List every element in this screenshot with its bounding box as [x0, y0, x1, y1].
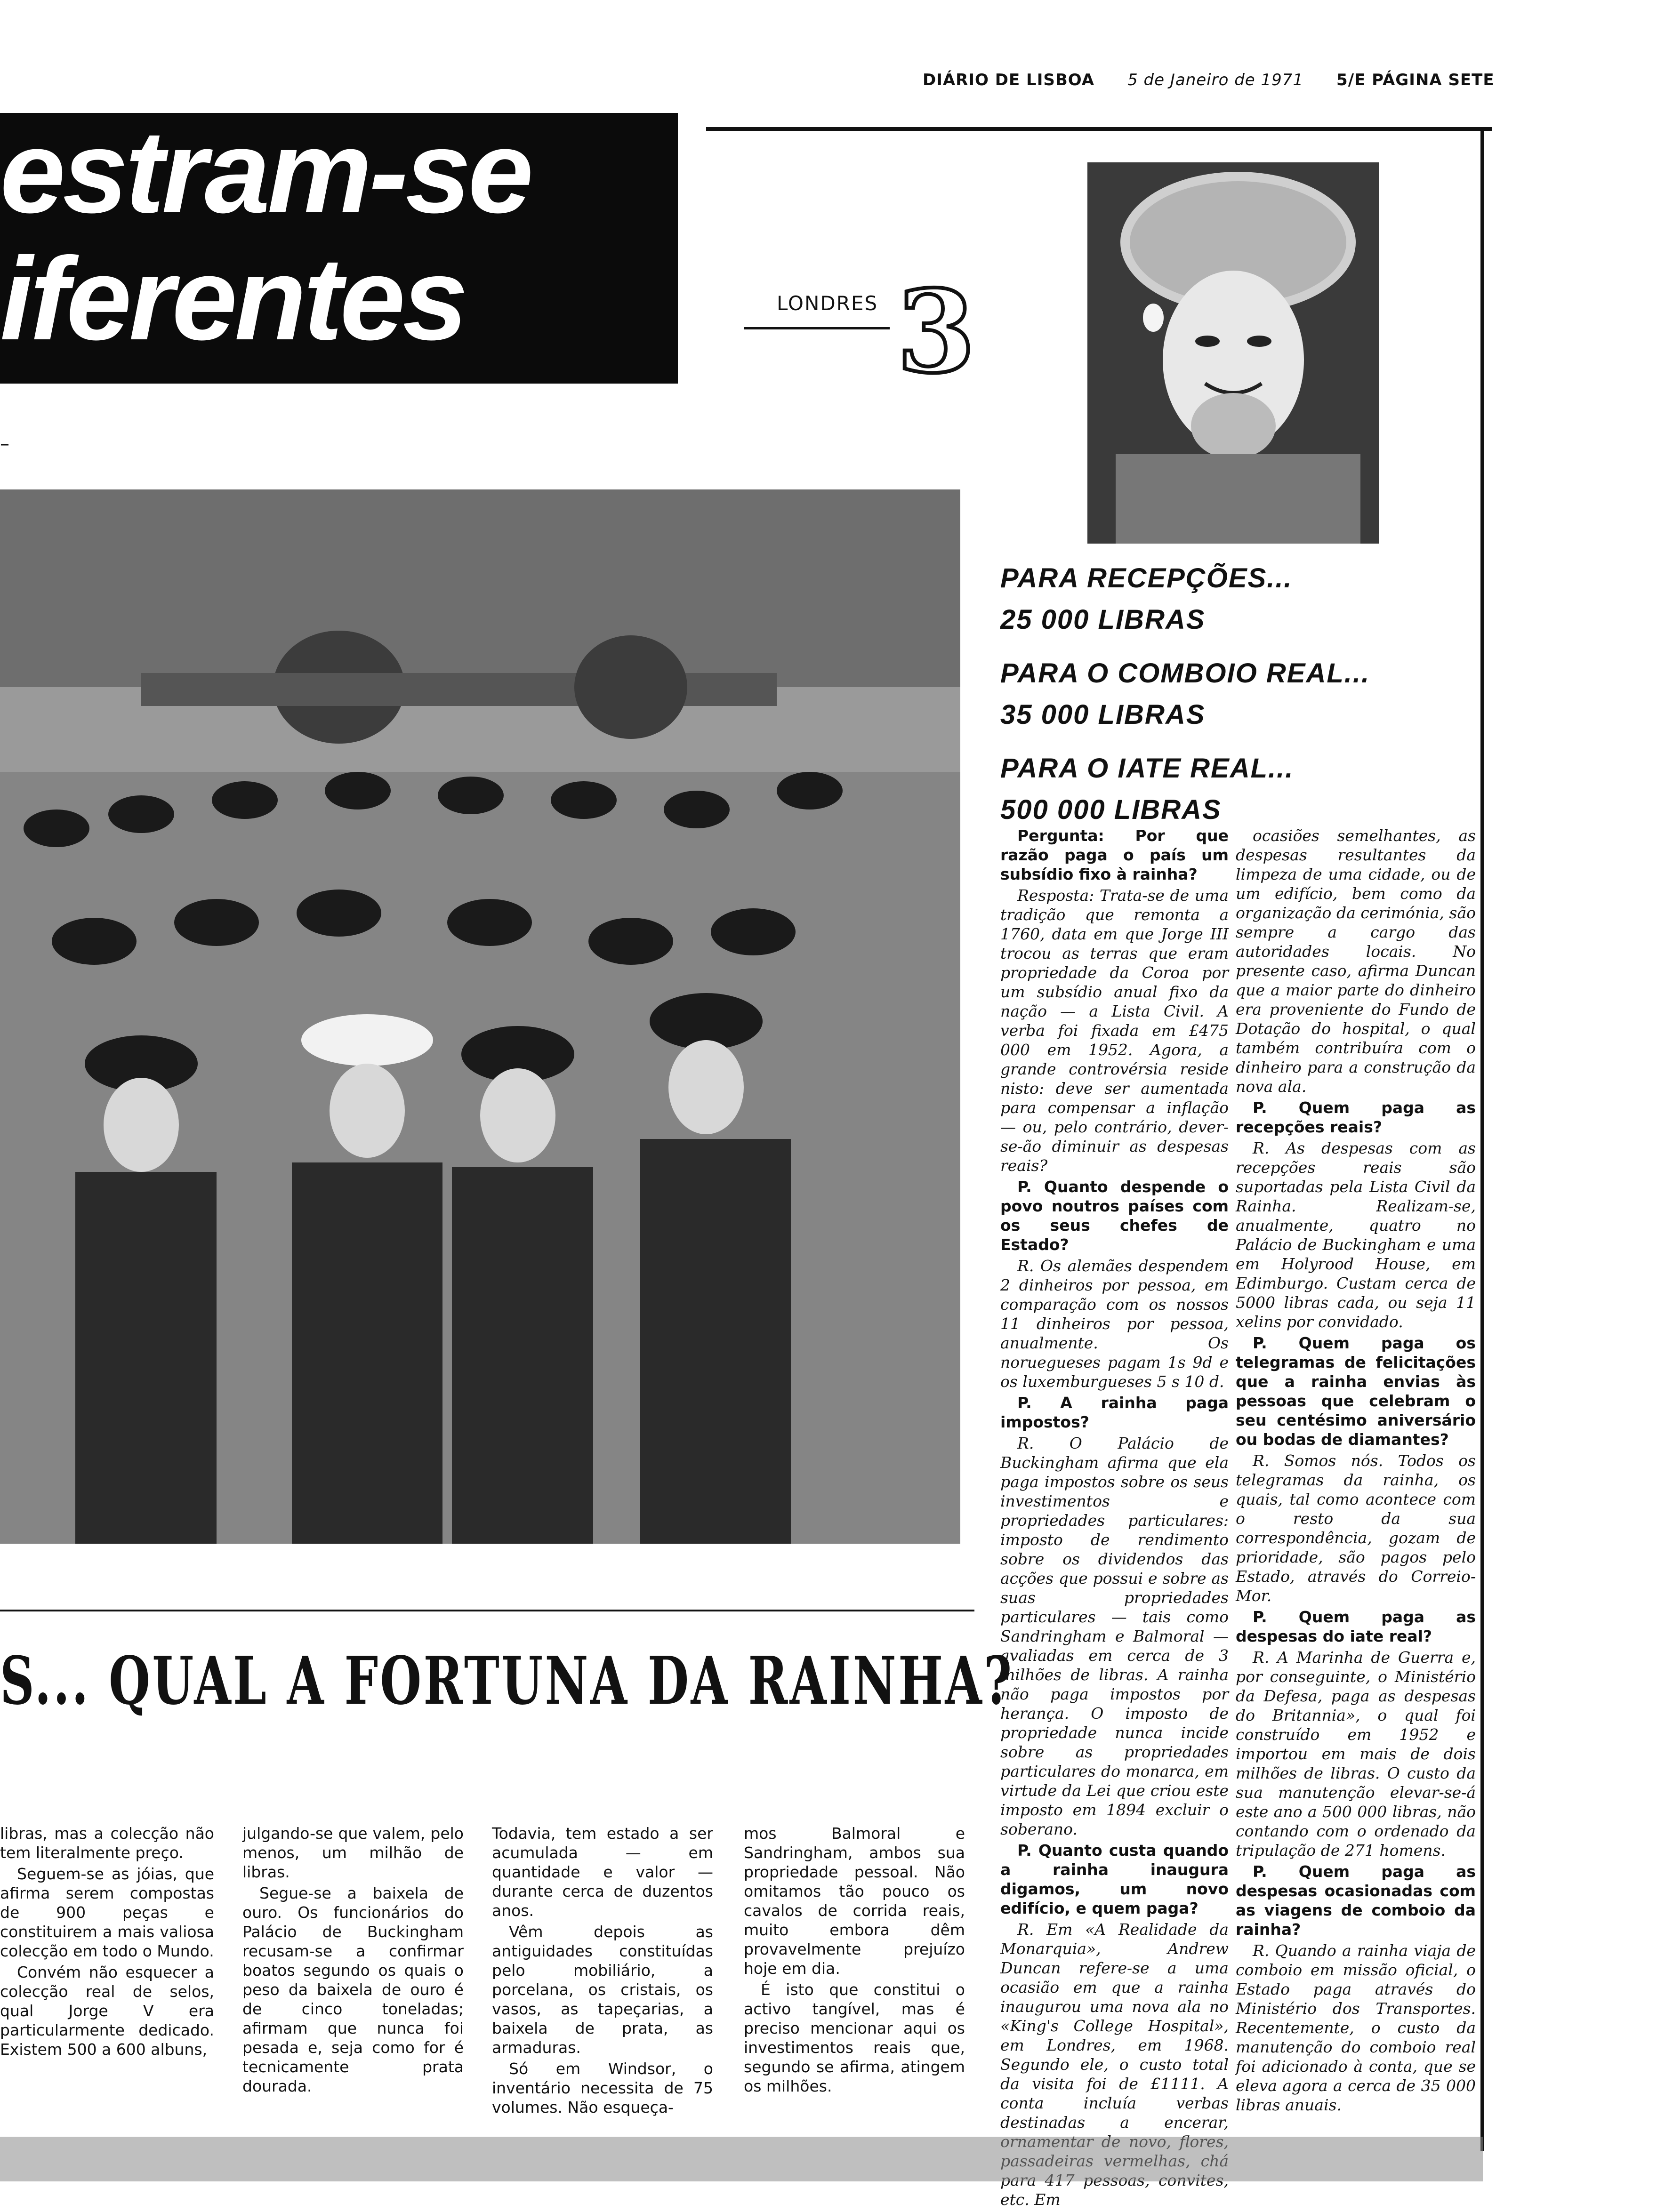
marker-dash: – [0, 433, 9, 455]
scan-bottom-edge [0, 2137, 1483, 2181]
bottom-column-3 [492, 1824, 713, 2116]
answer-paragraph: R. Quando a rainha viaja de comboio em missão oficial, o Estado paga através do Ministério dos Transportes. Recentemente, o custo da manutenção do comboio real foi adicionado à conta, que se eleva agora a cerca de 35 000 libras anuais. [1236, 1941, 1476, 2114]
answer-paragraph: R. A Marinha de Guerra e, por conseguinte, o Ministério da Defesa, paga as despesas do Britannia», o qual foi construído em 1952 e importou em mais de dois milhões de libras. O custo da sua manutenção elevar-se-á este ano a 500 000 libras, não contando com o ordenado da tripulação de 271 homens. [1236, 1648, 1476, 1859]
pull-quote-line: 35 000 LIBRAS [1000, 699, 1206, 730]
issue-date: 5 de Janeiro de 1971 [1127, 71, 1304, 89]
body-paragraph: Seguem-se as jóias, que afirma serem compostas de 900 peças e constituirem a mais valiosa colecção em todo o Mundo. [0, 1865, 214, 1960]
article-headline: S... QUAL A FORTUNA DA RAINHA? [0, 1643, 1014, 1720]
answer-paragraph: ocasiões semelhantes, as despesas resultantes da limpeza de uma cidade, ou de um edifício, bem como da organização da cerimónia, são sempre a cargo das autoridades locais. No presente caso, afirma Duncan que a maior parte do dinheiro era proveniente do Fundo de Dotação do hospital, o qual também contribuíra com o dinheiro para a construção da nova ala. [1236, 826, 1476, 1096]
body-paragraph: julgando-se que valem, pelo menos, um milhão de libras. [242, 1824, 464, 1881]
answer-paragraph: R. O Palácio de Buckingham afirma que ela paga impostos sobre os seus investimentos e propriedades particulares: imposto de rendimento sobre os dividendos das acções que possui e sobre as suas propriedades particulares — tais como Sandringham e Balmoral — avaliadas em cerca de 3 milhões de libras. A rainha não paga impostos por herança. O imposto de propriedade nunca incide sobre as propriedades particulares do monarca, em virtude da Lei que criou este imposto em 1894 excluir o soberano. [1000, 1434, 1229, 1838]
question-paragraph: Pergunta: Por que razão paga o país um subsídio fixo à rainha? [1000, 826, 1229, 883]
banner-line-1: estram-se [0, 106, 531, 237]
answer-paragraph: R. Em «A Realidade da Monarquia», Andrew Duncan refere-se a uma ocasião em que a rainha inaugurou uma nova ala no «King's College Hospital», em Londres, em 1968. Segundo ele, o custo total da visita foi de £1111. A conta incluía verbas destinadas a encerar, etc. Em [1000, 1920, 1229, 2209]
qa-column-1 [1000, 826, 1229, 2209]
body-paragraph: É isto que constitui o activo tangível, mas é preciso mencionar aqui os investimentos reais que, segundo se afirma, atingem os milhões. [744, 1980, 965, 2095]
body-paragraph: Vêm depois as antiguidades constituídas pelo mobiliário, a porcelana, os cristais, os vasos, as tapeçarias, a baixela de prata, as armaduras. [492, 1923, 713, 2057]
body-paragraph: mos Balmoral e Sandringham, ambos sua propriedade pessoal. Não omitamos tão pouco os cavalos de corrida reais, muito embora dêm provavelmente prejuízo hoje em dia. [744, 1824, 965, 1978]
answer-paragraph: R. Somos nós. Todos os telegramas da rainha, os quais, tal como acontece com o resto da sua correspondência, gozam de prioridade, são pagos pelo Estado, através do Correio-Mor. [1236, 1451, 1476, 1605]
body-paragraph: Todavia, tem estado a ser acumulada — em quantidade e valor — durante cerca de duzentos anos. [492, 1824, 713, 1920]
banner-line-2: iferentes [0, 233, 466, 364]
dateline-city: LONDRES [777, 292, 878, 315]
pull-quote-line: PARA O COMBOIO REAL... [1000, 658, 1370, 689]
series-number: 3 [897, 265, 975, 398]
pull-quote-line: PARA RECEPÇÕES... [1000, 563, 1293, 593]
question-paragraph: P. Quem paga as despesas ocasionadas com as viagens de comboio da rainha? [1236, 1862, 1476, 1939]
photo-illustration [0, 489, 960, 1544]
question-paragraph: P. Quanto custa quando a rainha inaugura digamos, um novo edifício, e quem paga? [1000, 1841, 1229, 1917]
banner-headline [0, 106, 678, 384]
answer-paragraph: R. As despesas com as recepções reais são suportadas pela Lista Civil da Rainha. Realizam-se, anualmente, quatro no Palácio de Buckingham e uma em Holyrood House, em Edimburgo. Custam cerca de 5000 libras cada, ou seja 11 xelins por convidado. [1236, 1139, 1476, 1331]
answer-paragraph: R. Os alemães despendem 2 dinheiros por pessoa, em comparação com os nossos 11 dinheiros por pessoa, anualmente. Os noruegueses pagam 1s 9d e os luxemburgueses 5 s 10 d. [1000, 1257, 1229, 1391]
answer-paragraph: Resposta: Trata-se de uma tradição que remonta a 1760, data em que Jorge III trocou as terras que eram propriedade da Coroa por um subsídio anual fixo da nação — a Lista Civil. A verba foi fixada em £475 000 em 1952. Agora, a grande controvérsia reside nisto: deve ser aumentada para compensar a inflação — ou, pelo contrário, dever-se-ão diminuir as despesas reais? [1000, 886, 1229, 1175]
qa-column-2 [1236, 826, 1476, 2116]
question-paragraph: P. Quem paga as despesas do iate real? [1236, 1608, 1476, 1645]
question-paragraph: P. Quem paga os telegramas de felicitações que a rainha envias às pessoas que celebram o seu centésimo aniversário ou bodas de diamantes? [1236, 1334, 1476, 1449]
body-paragraph: libras, mas a colecção não tem literalmente preço. [0, 1824, 214, 1862]
dateline-rule [744, 327, 890, 329]
portrait-illustration [1087, 162, 1379, 544]
page-label: 5/E PÁGINA SETE [1336, 71, 1495, 89]
newspaper-name: DIÁRIO DE LISBOA [923, 71, 1095, 89]
bottom-column-1 [0, 1824, 214, 2106]
frame-right-rule [1480, 127, 1484, 2151]
airmen-group-photo [0, 489, 960, 1544]
question-paragraph: P. Quanto despende o povo noutros países com os seus chefes de Estado? [1000, 1178, 1229, 1254]
bottom-column-2 [242, 1824, 464, 2106]
body-paragraph: Segue-se a baixela de ouro. Os funcionários do Palácio de Buckingham recusam-se a confirmar boatos segundo os quais o peso da baixela de ouro é de cinco toneladas; afirmam que nunca foi pesada e, seja como for é tecnicamente prata dourada. [242, 1884, 464, 2095]
pull-quote-line: 25 000 LIBRAS [1000, 604, 1206, 635]
question-paragraph: P. A rainha paga impostos? [1000, 1394, 1229, 1431]
body-paragraph: Só em Windsor, o inventário necessita de 75 volumes. Não esqueça- [492, 2060, 713, 2116]
pull-quote [1000, 558, 1370, 831]
body-paragraph: Convém não esquecer a colecção real de selos, qual Jorge V era particularmente dedicado. Existem 500 a 600 albuns, [0, 1963, 214, 2059]
bottom-column-4 [744, 1824, 965, 2106]
headline-rule [0, 1610, 974, 1611]
queen-portrait-photo [1087, 162, 1379, 544]
pull-quote-line: 500 000 LIBRAS [1000, 794, 1222, 825]
question-paragraph: P. Quem paga as recepções reais? [1236, 1098, 1476, 1136]
top-rule [706, 127, 1492, 131]
pull-quote-line: PARA O IATE REAL... [1000, 753, 1294, 784]
masthead [923, 71, 1495, 89]
